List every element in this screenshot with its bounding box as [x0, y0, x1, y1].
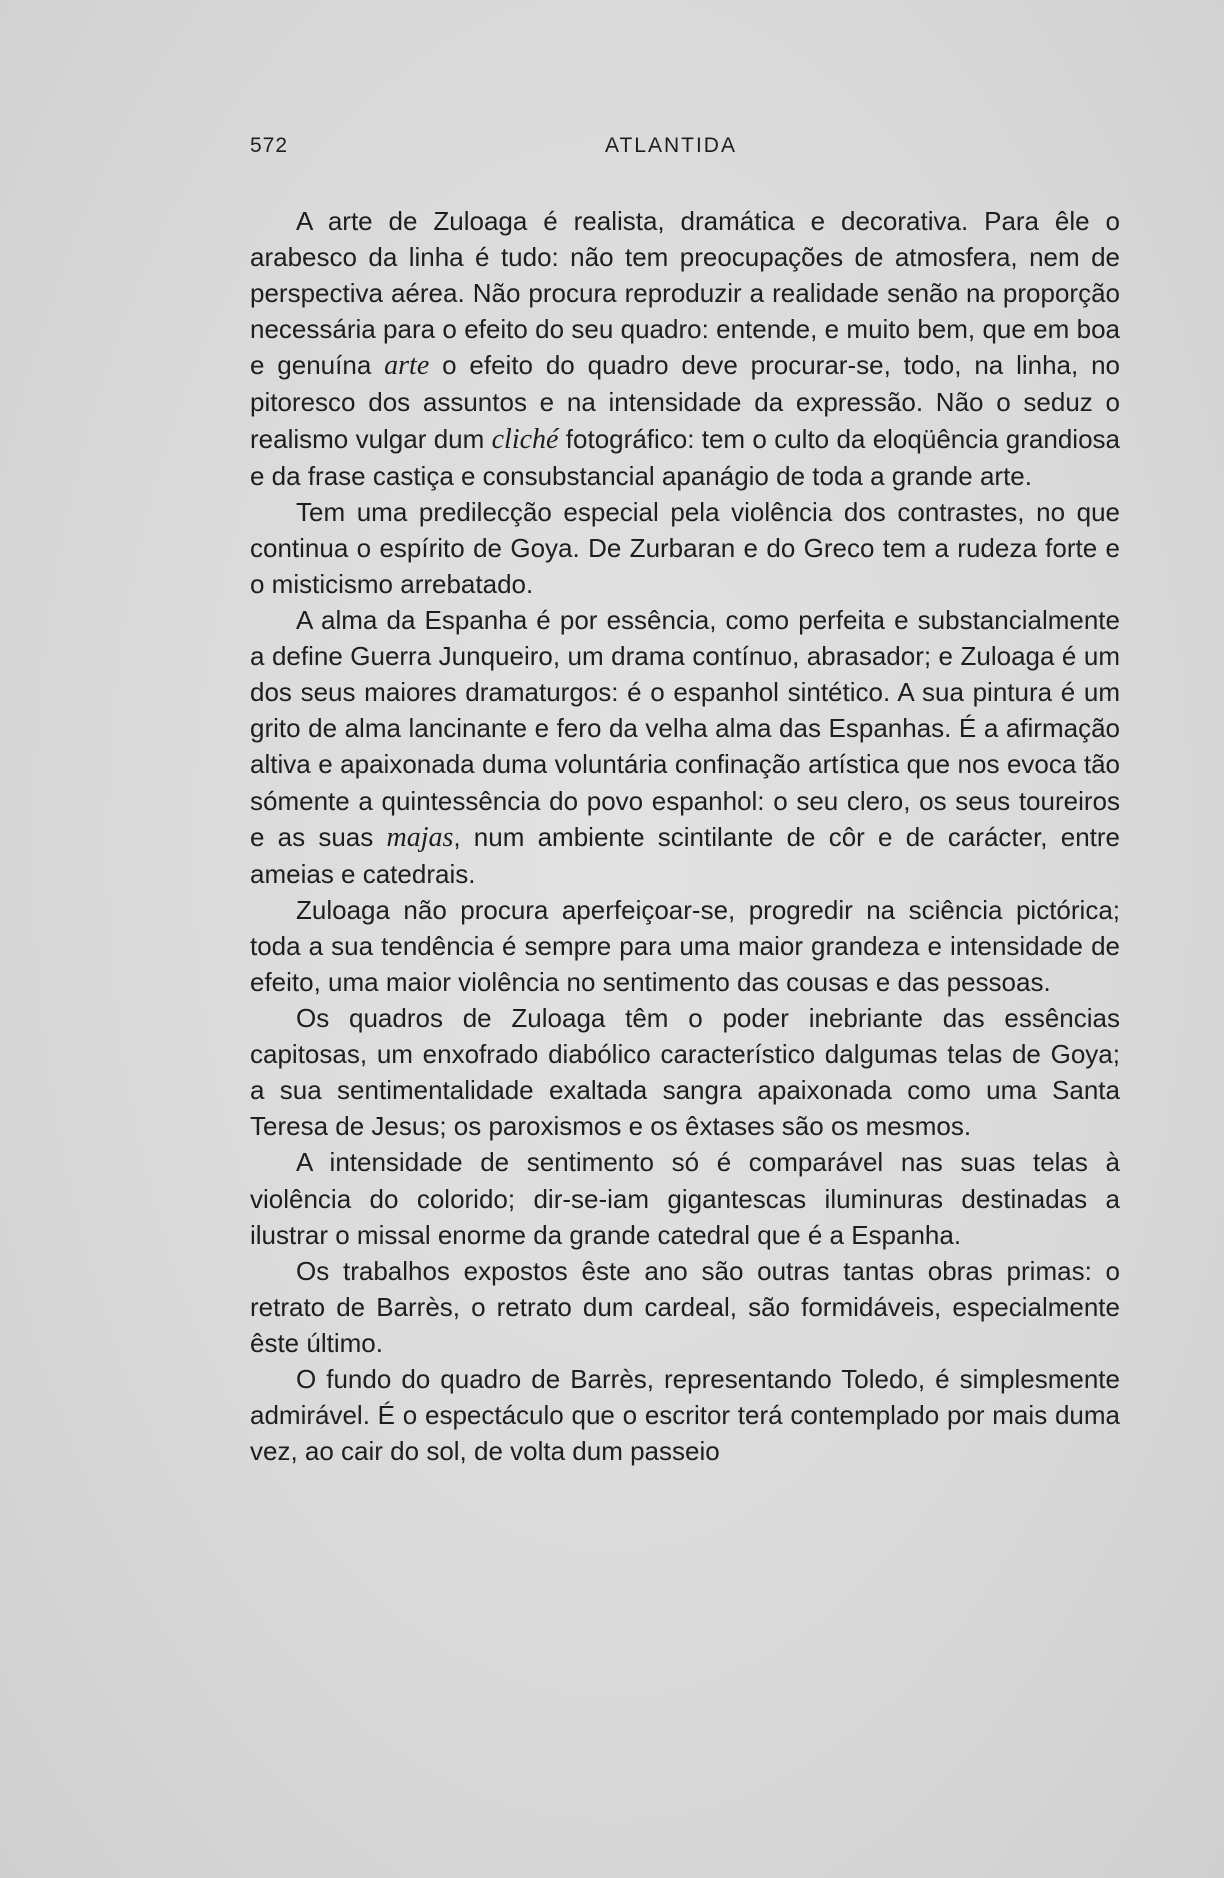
paragraph — [250, 1144, 1120, 1252]
paragraph-text: O fundo do quadro de Barrès, representando Toledo, é simplesmente admirável. É o espectáculo que o escritor terá contemplado por mais duma vez, ao cair do sol, de volta dum passeio — [250, 1364, 1120, 1467]
paragraph-text: Os quadros de Zuloaga têm o poder inebriante das essências capitosas, um enxofrado diabólico característico dalgumas telas de Goya; a sua sentimentalidade exaltada sangra apaixonada como uma Santa Teresa de Jesus; os paroxismos e os êxtases são os mesmos. — [250, 1003, 1120, 1142]
paragraph — [250, 892, 1120, 1000]
paragraph-text: , num ambiente scintilante de côr e de carácter, entre ameias e catedrais. — [250, 821, 1120, 889]
paragraph — [250, 203, 1120, 494]
paragraph — [250, 1253, 1120, 1361]
paragraph-text: A alma da Espanha é por essência, como perfeita e substancialmente a define Guerra Junqueiro, um drama contínuo, abrasador; e Zuloaga é um dos seus maiores dramaturgos: é o espanhol sintético. A sua pintura é um grito de alma lancinante e fero da velha alma das Espanhas. É a afirmação altiva e apaixonada duma voluntária confinação artística que nos evoca tão sómente a quintessência do povo espanhol: o seu clero, os seus toureiros e as suas — [250, 605, 1120, 852]
italic-term: cliché — [491, 423, 559, 455]
paragraph-text: Tem uma predilecção especial pela violência dos contrastes, no que continua o espírito de Goya. De Zurbaran e do Greco tem a rudeza forte e o misticismo arrebatado. — [250, 496, 1120, 599]
italic-term: majas — [386, 821, 454, 853]
paragraph-text: Os trabalhos expostos êste ano são outras tantas obras primas: o retrato de Barrès, o retrato dum cardeal, são formidáveis, especialmente êste último. — [250, 1255, 1120, 1358]
paragraph-text: o efeito do quadro deve procurar-se, todo, na linha, no pitoresco dos assuntos e na intensidade da expressão. Não o seduz o realismo vulgar dum — [250, 350, 1120, 454]
running-title: ATLANTIDA — [605, 134, 737, 157]
body-text — [250, 203, 1120, 1469]
italic-term: arte — [384, 350, 430, 382]
running-head — [250, 134, 1130, 174]
paragraph-text: A arte de Zuloaga é realista, dramática e decorativa. Para êle o arabesco da linha é tudo: não tem preocupações de atmosfera, nem de perspectiva aérea. Não procura reproduzir a realidade senão na proporção necessária para o efeito do seu quadro: entende, e muito bem, que em boa e genuína — [250, 206, 1120, 381]
paragraph — [250, 1000, 1120, 1144]
page-number: 572 — [250, 134, 289, 157]
paragraph — [250, 494, 1120, 602]
paragraph — [250, 1361, 1120, 1469]
paragraph-text: A intensidade de sentimento só é comparável nas suas telas à violência do colorido; dir-se-iam gigantescas iluminuras destinadas a ilustrar o missal enorme da grande catedral que é a Espanha. — [250, 1147, 1120, 1250]
paragraph — [250, 602, 1120, 892]
paragraph-text: Zuloaga não procura aperfeiçoar-se, progredir na sciência pictórica; toda a sua tendência é sempre para uma maior grandeza e intensidade de efeito, uma maior violência no sentimento das cousas e das pessoas. — [250, 894, 1120, 997]
paragraph-text: fotográfico: tem o culto da eloqüência grandiosa e da frase castiça e consubstancial apanágio de toda a grande arte. — [250, 423, 1120, 491]
